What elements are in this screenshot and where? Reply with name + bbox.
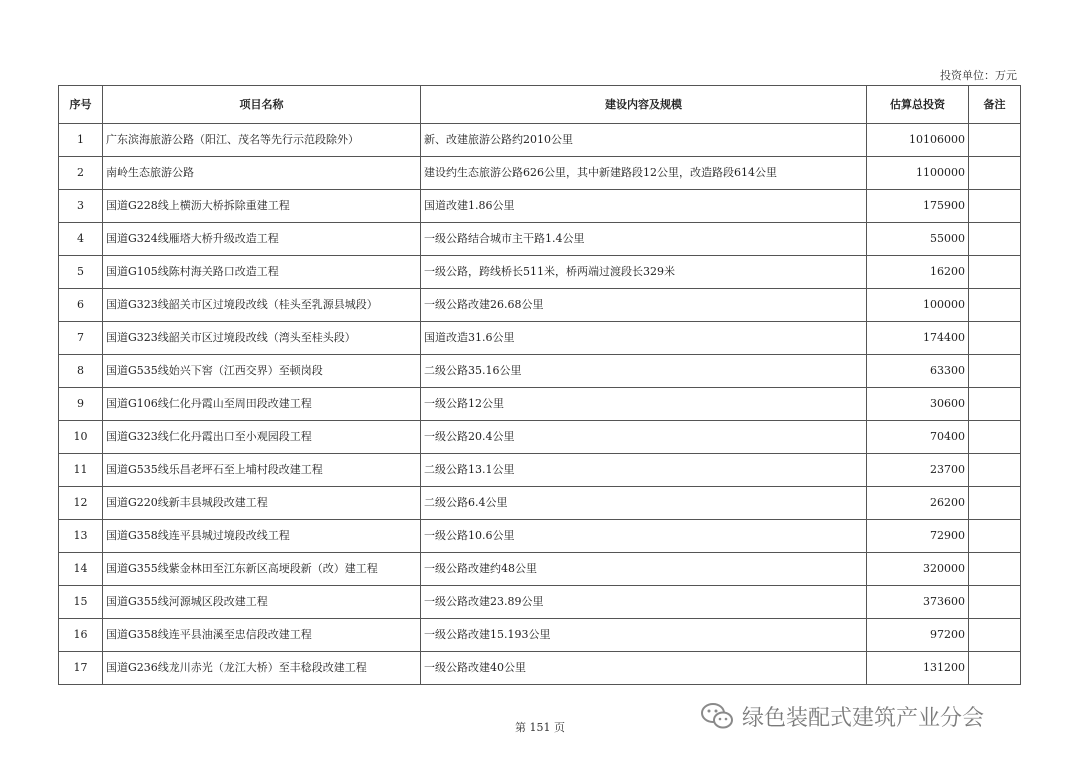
cell-investment: 23700 xyxy=(867,454,969,487)
cell-investment: 30600 xyxy=(867,388,969,421)
table-row xyxy=(59,388,1021,421)
header-investment: 估算总投资 xyxy=(867,86,969,124)
table-row xyxy=(59,421,1021,454)
cell-project-name: 国道G236线龙川赤光（龙江大桥）至丰稔段改建工程 xyxy=(103,652,421,685)
cell-project-name: 国道G323线仁化丹霞出口至小观园段工程 xyxy=(103,421,421,454)
cell-investment: 72900 xyxy=(867,520,969,553)
table-row xyxy=(59,157,1021,190)
cell-remark xyxy=(969,652,1021,685)
cell-scope: 一级公路10.6公里 xyxy=(421,520,867,553)
cell-project-name: 国道G323线韶关市区过境段改线（湾头至桂头段） xyxy=(103,322,421,355)
cell-scope: 一级公路12公里 xyxy=(421,388,867,421)
cell-scope: 一级公路改建23.89公里 xyxy=(421,586,867,619)
cell-project-name: 国道G358线连平县油溪至忠信段改建工程 xyxy=(103,619,421,652)
cell-project-name: 国道G105线陈村海关路口改造工程 xyxy=(103,256,421,289)
header-remark: 备注 xyxy=(969,86,1021,124)
table-row xyxy=(59,256,1021,289)
table-row xyxy=(59,586,1021,619)
header-scope: 建设内容及规模 xyxy=(421,86,867,124)
table-row xyxy=(59,619,1021,652)
cell-no: 11 xyxy=(59,454,103,487)
cell-remark xyxy=(969,322,1021,355)
cell-remark xyxy=(969,553,1021,586)
cell-investment: 174400 xyxy=(867,322,969,355)
cell-remark xyxy=(969,520,1021,553)
cell-scope: 新、改建旅游公路约2010公里 xyxy=(421,124,867,157)
cell-investment: 26200 xyxy=(867,487,969,520)
cell-no: 3 xyxy=(59,190,103,223)
table-row xyxy=(59,487,1021,520)
cell-investment: 1100000 xyxy=(867,157,969,190)
cell-investment: 10106000 xyxy=(867,124,969,157)
table-row xyxy=(59,355,1021,388)
cell-project-name: 国道G535线乐昌老坪石至上埔村段改建工程 xyxy=(103,454,421,487)
table-body xyxy=(59,124,1021,685)
cell-project-name: 国道G358线连平县城过境段改线工程 xyxy=(103,520,421,553)
cell-no: 17 xyxy=(59,652,103,685)
cell-no: 14 xyxy=(59,553,103,586)
cell-scope: 一级公路改建26.68公里 xyxy=(421,289,867,322)
cell-no: 4 xyxy=(59,223,103,256)
cell-investment: 70400 xyxy=(867,421,969,454)
cell-no: 5 xyxy=(59,256,103,289)
wechat-icon xyxy=(700,702,734,730)
cell-project-name: 国道G535线始兴下窖（江西交界）至顿岗段 xyxy=(103,355,421,388)
table-row xyxy=(59,190,1021,223)
cell-project-name: 国道G323线韶关市区过境段改线（桂头至乳源县城段） xyxy=(103,289,421,322)
cell-remark xyxy=(969,619,1021,652)
table-row xyxy=(59,454,1021,487)
watermark xyxy=(700,699,984,733)
cell-project-name: 国道G106线仁化丹霞山至周田段改建工程 xyxy=(103,388,421,421)
cell-remark xyxy=(969,421,1021,454)
cell-remark xyxy=(969,388,1021,421)
cell-investment: 16200 xyxy=(867,256,969,289)
cell-remark xyxy=(969,157,1021,190)
cell-no: 8 xyxy=(59,355,103,388)
cell-project-name: 国道G355线紫金林田至江东新区高埂段新（改）建工程 xyxy=(103,553,421,586)
table-row xyxy=(59,124,1021,157)
cell-no: 13 xyxy=(59,520,103,553)
table-row xyxy=(59,520,1021,553)
cell-remark xyxy=(969,124,1021,157)
cell-project-name: 国道G355线河源城区段改建工程 xyxy=(103,586,421,619)
cell-investment: 55000 xyxy=(867,223,969,256)
cell-scope: 一级公路改建约48公里 xyxy=(421,553,867,586)
cell-no: 15 xyxy=(59,586,103,619)
cell-project-name: 南岭生态旅游公路 xyxy=(103,157,421,190)
cell-scope: 二级公路13.1公里 xyxy=(421,454,867,487)
cell-investment: 175900 xyxy=(867,190,969,223)
table-header-row xyxy=(59,86,1021,124)
cell-no: 6 xyxy=(59,289,103,322)
cell-scope: 国道改建1.86公里 xyxy=(421,190,867,223)
cell-scope: 二级公路6.4公里 xyxy=(421,487,867,520)
cell-project-name: 广东滨海旅游公路（阳江、茂名等先行示范段除外） xyxy=(103,124,421,157)
cell-no: 2 xyxy=(59,157,103,190)
cell-project-name: 国道G324线雁塔大桥升级改造工程 xyxy=(103,223,421,256)
cell-no: 12 xyxy=(59,487,103,520)
cell-investment: 100000 xyxy=(867,289,969,322)
watermark-text: 绿色装配式建筑产业分会 xyxy=(742,705,985,731)
table-row xyxy=(59,322,1021,355)
cell-investment: 97200 xyxy=(867,619,969,652)
cell-remark xyxy=(969,223,1021,256)
cell-scope: 一级公路改建15.193公里 xyxy=(421,619,867,652)
table-row xyxy=(59,652,1021,685)
cell-remark xyxy=(969,487,1021,520)
cell-no: 9 xyxy=(59,388,103,421)
cell-no: 10 xyxy=(59,421,103,454)
cell-remark xyxy=(969,355,1021,388)
investment-unit-note: 投资单位：万元 xyxy=(940,69,1017,82)
cell-scope: 国道改造31.6公里 xyxy=(421,322,867,355)
cell-investment: 373600 xyxy=(867,586,969,619)
cell-investment: 63300 xyxy=(867,355,969,388)
cell-no: 16 xyxy=(59,619,103,652)
cell-scope: 一级公路改建40公里 xyxy=(421,652,867,685)
cell-remark xyxy=(969,289,1021,322)
cell-investment: 320000 xyxy=(867,553,969,586)
header-no: 序号 xyxy=(59,86,103,124)
cell-scope: 一级公路结合城市主干路1.4公里 xyxy=(421,223,867,256)
header-project-name: 项目名称 xyxy=(103,86,421,124)
cell-remark xyxy=(969,256,1021,289)
cell-remark xyxy=(969,190,1021,223)
cell-scope: 建设约生态旅游公路626公里，其中新建路段12公里，改造路段614公里 xyxy=(421,157,867,190)
cell-remark xyxy=(969,586,1021,619)
table-row xyxy=(59,289,1021,322)
table-row xyxy=(59,553,1021,586)
cell-remark xyxy=(969,454,1021,487)
cell-scope: 一级公路20.4公里 xyxy=(421,421,867,454)
cell-project-name: 国道G228线上横沥大桥拆除重建工程 xyxy=(103,190,421,223)
cell-no: 1 xyxy=(59,124,103,157)
table-row xyxy=(59,223,1021,256)
project-table xyxy=(58,85,1021,685)
cell-scope: 二级公路35.16公里 xyxy=(421,355,867,388)
cell-project-name: 国道G220线新丰县城段改建工程 xyxy=(103,487,421,520)
cell-no: 7 xyxy=(59,322,103,355)
cell-investment: 131200 xyxy=(867,652,969,685)
cell-scope: 一级公路，跨线桥长511米，桥两端过渡段长329米 xyxy=(421,256,867,289)
page-number: 第 151 页 xyxy=(515,721,565,734)
